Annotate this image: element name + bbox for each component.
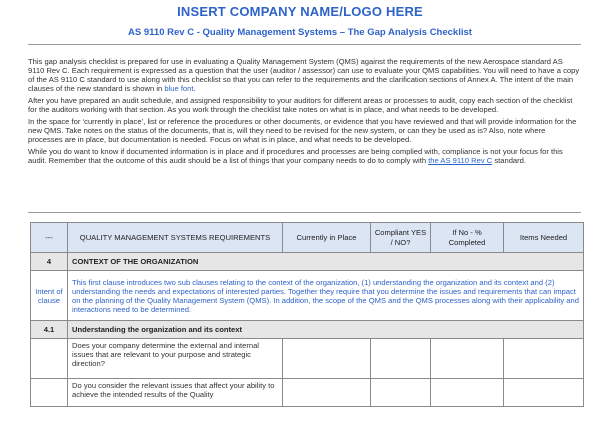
col-header-completed: If No - % Completed <box>431 223 504 253</box>
document-title: AS 9110 Rev C - Quality Management Systems – The Gap Analysis Checklist <box>128 27 472 38</box>
items-needed-cell[interactable] <box>504 339 584 379</box>
question-text: Does your company determine the external and internal issues that are relevant to your purpose and strategic direction? <box>68 339 283 379</box>
question-text: Do you consider the relevant issues that affect your ability to achieve the intended results of the Quality <box>68 379 283 407</box>
table-header-row <box>31 223 584 253</box>
col-header-in-place: Currently in Place <box>283 223 371 253</box>
items-needed-cell[interactable] <box>504 379 584 407</box>
standard-link[interactable]: the AS 9110 Rev C <box>428 156 493 165</box>
table-row <box>31 339 584 379</box>
subsection-title: Understanding the organization and its context <box>68 321 584 339</box>
question-number-cell <box>31 339 68 379</box>
col-header-items-needed: Items Needed <box>504 223 584 253</box>
compliant-cell[interactable] <box>371 379 431 407</box>
intent-label: Intent of clause <box>31 271 68 321</box>
section-title: CONTEXT OF THE ORGANIZATION <box>68 253 584 271</box>
intro-paragraph-2: After you have prepared an audit schedule, and assigned responsibility to your auditors for different areas or processes to audit, copy each section of the checklist for the auditors working with that section. As you work through the checklist take notes on what is in place, and what needs to be developed. <box>28 96 573 114</box>
question-number-cell <box>31 379 68 407</box>
intro-paragraph-1: This gap analysis checklist is prepared for use in evaluating a Quality Management System (QMS) against the requirements of the new Aerospace standard AS 9110 Rev C. Each requirement is expressed as a question that the user (auditor / assessor) can use to evaluate your QMS capabilities. You will need to have a copy of the AS 9110 C standard to use along with this checklist so that you can refer to the requirements and the clarification sections of Annex A. The intent of the main clauses of the new standard is shown in blue font. <box>28 57 580 93</box>
section-number: 4 <box>31 253 68 271</box>
subsection-row <box>31 321 584 339</box>
intro-paragraph-4: While you do want to know if documented information is in place and if procedures and processes are being complied with, compliance is not your focus for this audit. Remember that the outcome of this audit should be a list of things that your company needs to do to comply with the AS 9110 Rev C standard. <box>28 147 563 165</box>
company-logo-placeholder: INSERT COMPANY NAME/LOGO HERE <box>177 4 423 19</box>
col-header-requirements: QUALITY MANAGEMENT SYSTEMS REQUIREMENTS <box>68 223 283 253</box>
intent-row <box>31 271 584 321</box>
title-divider <box>28 44 581 45</box>
table-row <box>31 379 584 407</box>
col-header-compliant: Compliant YES / NO? <box>371 223 431 253</box>
compliant-cell[interactable] <box>371 339 431 379</box>
section-row <box>31 253 584 271</box>
in-place-cell[interactable] <box>283 339 371 379</box>
gap-analysis-table <box>30 222 584 407</box>
intro-text <box>28 57 581 168</box>
intro-paragraph-3: In the space for ‘currently in place’, list or reference the procedures or other documents, or evidence that you have reviewed and that will provide information for the new QMS. Take notes on the status of the documents, that is, will they need to be revised for the new system, or can they be used as is? Also, note where processes are in place, but documentation is needed. Focus on what is in place, and what needs to be developed. <box>28 117 577 144</box>
in-place-cell[interactable] <box>283 379 371 407</box>
completed-cell[interactable] <box>431 339 504 379</box>
intro-divider <box>28 212 581 213</box>
subsection-number: 4.1 <box>31 321 68 339</box>
completed-cell[interactable] <box>431 379 504 407</box>
intent-text: This first clause introduces two sub clauses relating to the context of the organization, (1) understanding the organization and its context and (2) understanding the needs and expectations of interested parties. Together they require that you determine the issues and requirements that can impact on the planning of the Quality Management System (QMS). In addition, the scope of the QMS and the QMS processes along with their applicability and interactions need to be determined. <box>68 271 584 321</box>
col-header-number: --- <box>31 223 68 253</box>
